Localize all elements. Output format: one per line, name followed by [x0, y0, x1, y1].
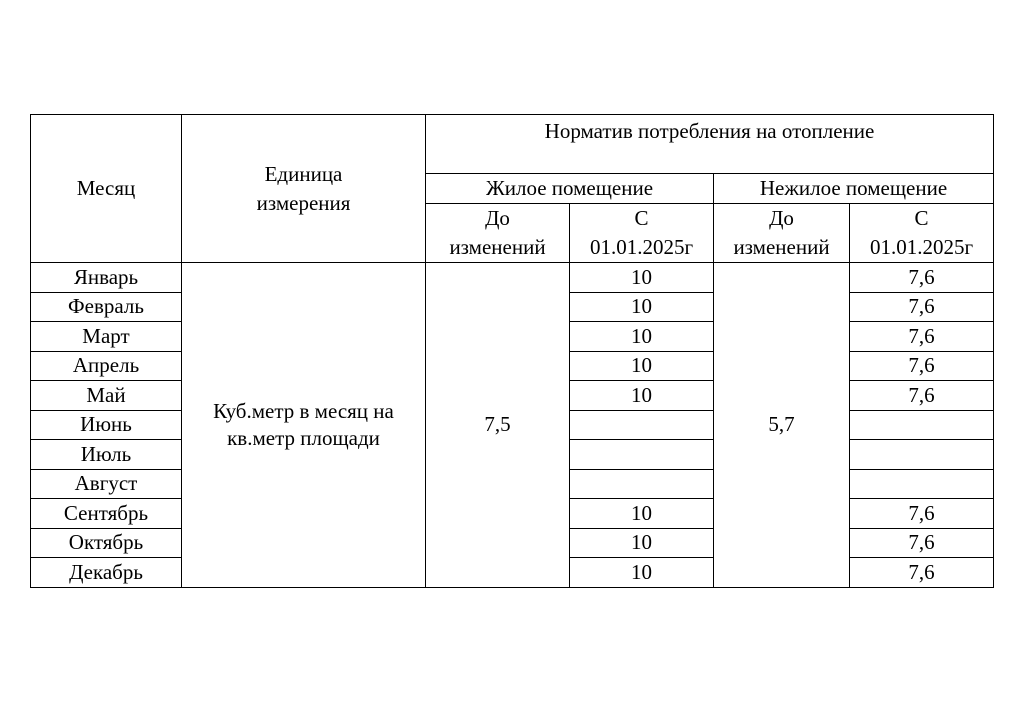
month-cell: Март	[31, 322, 182, 352]
nonres-new-value: 7,6	[850, 263, 994, 293]
nonres-new-value: 7,6	[850, 322, 994, 352]
res-new-value: 10	[570, 292, 714, 322]
nonres-new-value: 7,6	[850, 351, 994, 381]
nonres-before-line1: До	[769, 206, 794, 230]
nonres-new-value: 7,6	[850, 558, 994, 588]
res-new-value: 10	[570, 528, 714, 558]
header-norm: Норматив потребления на отопление	[426, 115, 994, 174]
res-new-value: 10	[570, 499, 714, 529]
header-unit-line2: измерения	[256, 190, 351, 215]
month-cell: Май	[31, 381, 182, 411]
res-new-value: 10	[570, 558, 714, 588]
header-residential: Жилое помещение	[426, 174, 714, 204]
month-cell: Февраль	[31, 292, 182, 322]
month-cell: Декабрь	[31, 558, 182, 588]
unit-cell	[182, 263, 426, 588]
header-unit	[182, 115, 426, 263]
header-unit-line1: Единица	[264, 161, 343, 186]
nonres-new-value	[850, 440, 994, 470]
nonres-new-value: 7,6	[850, 381, 994, 411]
nonres-since-line2: 01.01.2025г	[869, 235, 974, 259]
nonres-before-value: 5,7	[714, 263, 850, 588]
res-new-value	[570, 440, 714, 470]
header-res-since	[570, 204, 714, 263]
nonres-new-value: 7,6	[850, 292, 994, 322]
header-nonres-before	[714, 204, 850, 263]
header-nonresidential: Нежилое помещение	[714, 174, 994, 204]
nonres-new-value	[850, 410, 994, 440]
month-cell: Апрель	[31, 351, 182, 381]
nonres-new-value: 7,6	[850, 528, 994, 558]
month-cell: Сентябрь	[31, 499, 182, 529]
month-cell: Январь	[31, 263, 182, 293]
month-cell: Июнь	[31, 410, 182, 440]
nonres-since-line1: С	[914, 206, 929, 230]
month-cell: Август	[31, 469, 182, 499]
res-before-line1: До	[485, 206, 510, 230]
unit-line1: Куб.метр в месяц на	[213, 398, 394, 423]
res-since-line2: 01.01.2025г	[589, 235, 694, 259]
table-row	[31, 263, 994, 293]
header-nonres-since	[850, 204, 994, 263]
header-res-before	[426, 204, 570, 263]
header-month: Месяц	[31, 115, 182, 263]
res-new-value: 10	[570, 322, 714, 352]
res-since-line1: С	[634, 206, 649, 230]
res-new-value	[570, 410, 714, 440]
res-new-value	[570, 469, 714, 499]
nonres-before-line2: изменений	[733, 235, 830, 259]
nonres-new-value	[850, 469, 994, 499]
res-new-value: 10	[570, 263, 714, 293]
nonres-new-value: 7,6	[850, 499, 994, 529]
month-cell: Октябрь	[31, 528, 182, 558]
res-new-value: 10	[570, 381, 714, 411]
res-before-value: 7,5	[426, 263, 570, 588]
unit-line2: кв.метр площади	[227, 425, 380, 450]
res-before-line2: изменений	[449, 235, 546, 259]
month-cell: Июль	[31, 440, 182, 470]
res-new-value: 10	[570, 351, 714, 381]
heating-norm-table	[30, 114, 994, 588]
